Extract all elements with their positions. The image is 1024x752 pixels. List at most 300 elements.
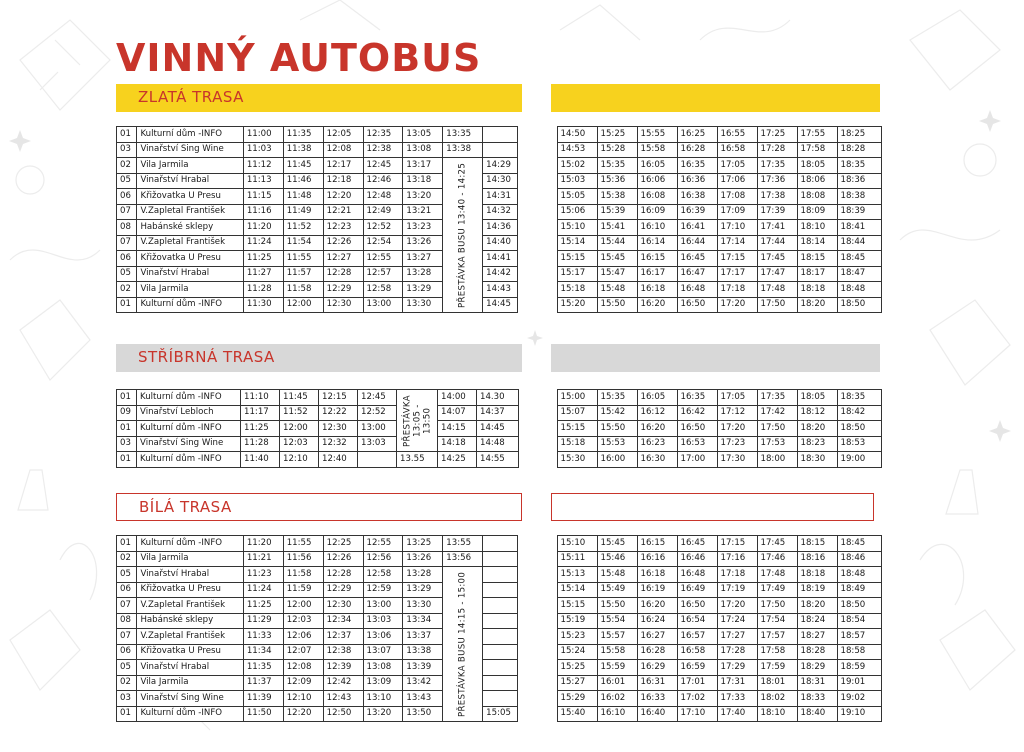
time-cell: 18:46 <box>837 551 881 567</box>
time-cell: 18:54 <box>837 613 881 629</box>
time-cell: 13:20 <box>363 706 403 722</box>
time-cell: 13.55 <box>397 452 438 468</box>
time-cell: 12:29 <box>323 282 363 298</box>
time-cell: 11:46 <box>283 173 323 189</box>
time-cell: 18:40 <box>797 706 837 722</box>
time-cell: 17:25 <box>757 127 797 143</box>
time-cell: 18:06 <box>797 173 837 189</box>
time-cell: 17:35 <box>757 390 797 406</box>
time-cell: 15:48 <box>597 282 637 298</box>
time-cell: 16:54 <box>677 613 717 629</box>
time-cell: 14:48 <box>477 436 519 452</box>
time-cell: 12:03 <box>283 613 323 629</box>
time-cell: 13:06 <box>363 629 403 645</box>
time-cell: 13:34 <box>403 613 443 629</box>
time-cell: 15:40 <box>557 706 597 722</box>
time-cell: 15:07 <box>557 405 597 421</box>
stop-number: 07 <box>117 235 137 251</box>
time-cell: 12:57 <box>363 266 403 282</box>
stop-name: Vinařství Lebloch <box>137 405 241 421</box>
time-cell: 18:08 <box>797 189 837 205</box>
time-cell: 15:49 <box>597 582 637 598</box>
time-cell: 12:49 <box>363 204 403 220</box>
stop-name: Kulturní dům -INFO <box>137 452 241 468</box>
stop-name: Křižovatka U Presu <box>137 251 243 267</box>
gold-route-table-right <box>549 126 882 313</box>
time-cell: 14:45 <box>483 297 518 313</box>
time-cell: 11:23 <box>243 567 283 583</box>
table-row <box>117 405 519 421</box>
time-cell: 15:18 <box>557 436 597 452</box>
table-row <box>549 536 881 552</box>
time-cell: 17:20 <box>717 297 757 313</box>
time-cell: 11:54 <box>283 235 323 251</box>
time-cell: 15:58 <box>597 644 637 660</box>
time-cell: 18:25 <box>837 127 881 143</box>
time-cell: 13:00 <box>358 421 397 437</box>
time-cell: 16:48 <box>677 282 717 298</box>
time-cell: 12:40 <box>319 452 358 468</box>
time-cell: 11:55 <box>283 536 323 552</box>
time-cell: 12:29 <box>323 582 363 598</box>
time-cell: 11:38 <box>283 142 323 158</box>
time-cell: 14:36 <box>483 220 518 236</box>
time-cell: 12:10 <box>283 691 323 707</box>
time-cell: 17:50 <box>757 297 797 313</box>
stop-name: Vila Jarmila <box>137 675 243 691</box>
time-cell: 13:03 <box>358 436 397 452</box>
time-cell: 18:42 <box>837 405 881 421</box>
time-cell: 11:24 <box>243 582 283 598</box>
time-cell: 18:12 <box>797 405 837 421</box>
time-cell: 16:14 <box>637 235 677 251</box>
time-cell: 18:28 <box>797 644 837 660</box>
table-row <box>117 421 519 437</box>
time-cell: 16:33 <box>637 691 677 707</box>
row-spacer <box>549 142 557 158</box>
time-cell: 11:29 <box>243 613 283 629</box>
time-cell: 17:10 <box>717 220 757 236</box>
white-route-band <box>116 493 522 521</box>
row-spacer <box>549 675 557 691</box>
time-cell: 12:50 <box>323 706 363 722</box>
time-cell: 16:48 <box>677 567 717 583</box>
table-row <box>117 390 519 406</box>
time-cell: 16:59 <box>677 660 717 676</box>
time-cell: 11:28 <box>243 282 283 298</box>
time-cell: 13:35 <box>443 127 483 143</box>
time-cell: 17:49 <box>757 582 797 598</box>
table-row <box>549 706 881 722</box>
time-cell: 18:30 <box>797 452 837 468</box>
table-row <box>549 405 881 421</box>
time-cell: 12:45 <box>363 158 403 174</box>
time-cell: 13:26 <box>403 551 443 567</box>
time-cell: 17:35 <box>757 158 797 174</box>
time-cell: 14:55 <box>477 452 519 468</box>
time-cell: 17:01 <box>677 675 717 691</box>
time-cell: 16:23 <box>637 436 677 452</box>
time-cell: 16:49 <box>677 582 717 598</box>
time-cell: 13:23 <box>403 220 443 236</box>
time-cell: 13:25 <box>403 536 443 552</box>
time-cell: 15:03 <box>557 173 597 189</box>
row-spacer <box>549 220 557 236</box>
time-cell: 12:30 <box>319 421 358 437</box>
stop-name: Kulturní dům -INFO <box>137 390 241 406</box>
time-cell: 17:15 <box>717 536 757 552</box>
time-cell: 11:50 <box>243 706 283 722</box>
table-row <box>117 127 518 143</box>
table-row <box>549 142 881 158</box>
time-cell: 16:25 <box>677 127 717 143</box>
row-spacer <box>549 235 557 251</box>
time-cell: 11:35 <box>243 660 283 676</box>
time-cell: 16:27 <box>637 629 677 645</box>
time-cell: 19:02 <box>837 691 881 707</box>
stop-number: 01 <box>117 452 137 468</box>
time-cell: 18:01 <box>757 675 797 691</box>
time-cell: 14:42 <box>483 266 518 282</box>
time-cell: 15:39 <box>597 204 637 220</box>
time-cell: 11:58 <box>283 567 323 583</box>
time-cell: 15:15 <box>557 421 597 437</box>
row-spacer <box>549 204 557 220</box>
time-cell: 14:07 <box>438 405 477 421</box>
time-cell: 14:43 <box>483 282 518 298</box>
page-title: VINNÝ AUTOBUS <box>116 36 482 80</box>
time-cell: 12:32 <box>319 436 358 452</box>
stop-name: Kulturní dům -INFO <box>137 297 243 313</box>
stop-name: V.Zapletal František <box>137 598 243 614</box>
time-cell: 15:53 <box>597 436 637 452</box>
time-cell: 13:28 <box>403 567 443 583</box>
time-cell: 16:05 <box>637 158 677 174</box>
row-spacer <box>549 282 557 298</box>
stop-name: Vinařství Hrabal <box>137 266 243 282</box>
stop-name: Habánské sklepy <box>137 613 243 629</box>
time-cell: 16:47 <box>677 266 717 282</box>
time-cell: 17:06 <box>717 173 757 189</box>
time-cell: 15:11 <box>557 551 597 567</box>
time-cell: 16:18 <box>637 567 677 583</box>
time-cell: 15:30 <box>557 452 597 468</box>
time-cell: 17:02 <box>677 691 717 707</box>
time-cell: 11:24 <box>243 235 283 251</box>
time-cell: 17:29 <box>717 660 757 676</box>
time-cell: 11:27 <box>243 266 283 282</box>
time-cell: 12:55 <box>363 251 403 267</box>
stop-number: 02 <box>117 282 137 298</box>
silver-route-table-left <box>116 389 519 468</box>
table-row <box>549 452 881 468</box>
time-cell: 13:30 <box>403 297 443 313</box>
time-cell <box>483 629 518 645</box>
bus-break-label: PŘESTÁVKA BUSU 13:40 - 14:25 <box>443 158 483 313</box>
row-spacer <box>549 189 557 205</box>
time-cell: 17:28 <box>717 644 757 660</box>
time-cell: 16:10 <box>637 220 677 236</box>
white-route-table-left <box>116 535 518 722</box>
time-cell: 15:14 <box>557 582 597 598</box>
time-cell: 11:40 <box>241 452 280 468</box>
time-cell: 11:55 <box>283 251 323 267</box>
time-cell: 12:45 <box>358 390 397 406</box>
time-cell: 17:28 <box>757 142 797 158</box>
time-cell: 15:02 <box>557 158 597 174</box>
time-cell: 12:59 <box>363 582 403 598</box>
time-cell: 18:27 <box>797 629 837 645</box>
time-cell: 11:00 <box>243 127 283 143</box>
time-cell: 11:52 <box>280 405 319 421</box>
table-row <box>549 266 881 282</box>
time-cell: 17:18 <box>717 567 757 583</box>
time-cell: 18:50 <box>837 297 881 313</box>
time-cell: 17:46 <box>757 551 797 567</box>
white-route-label: BÍLÁ TRASA <box>139 498 232 516</box>
time-cell: 16:40 <box>637 706 677 722</box>
time-cell: 18:50 <box>837 421 881 437</box>
stop-name: Vinařství Hrabal <box>137 660 243 676</box>
time-cell: 17:14 <box>717 235 757 251</box>
gold-route-label: ZLATÁ TRASA <box>138 88 244 106</box>
time-cell: 15:38 <box>597 189 637 205</box>
stop-number: 07 <box>117 204 137 220</box>
table-row <box>549 235 881 251</box>
time-cell: 11:56 <box>283 551 323 567</box>
time-cell: 12:10 <box>280 452 319 468</box>
time-cell <box>483 691 518 707</box>
time-cell <box>358 452 397 468</box>
table-row <box>117 158 518 174</box>
table-row <box>549 551 881 567</box>
time-cell: 16:50 <box>677 421 717 437</box>
time-cell <box>483 127 518 143</box>
time-cell: 17:58 <box>797 142 837 158</box>
time-cell: 18:44 <box>837 235 881 251</box>
time-cell: 17:44 <box>757 235 797 251</box>
time-cell: 11:58 <box>283 282 323 298</box>
row-spacer <box>549 127 557 143</box>
time-cell: 13:17 <box>403 158 443 174</box>
white-route-table-right <box>549 535 882 722</box>
time-cell: 13:09 <box>363 675 403 691</box>
time-cell: 14:50 <box>557 127 597 143</box>
time-cell: 15:15 <box>557 598 597 614</box>
time-cell: 17:12 <box>717 405 757 421</box>
stop-number: 07 <box>117 629 137 645</box>
time-cell: 17:47 <box>757 266 797 282</box>
time-cell: 18:24 <box>797 613 837 629</box>
time-cell: 17:16 <box>717 551 757 567</box>
time-cell: 18:58 <box>837 644 881 660</box>
time-cell: 18:28 <box>837 142 881 158</box>
time-cell: 18:14 <box>797 235 837 251</box>
table-row <box>549 598 881 614</box>
time-cell: 18:10 <box>757 706 797 722</box>
row-spacer <box>549 536 557 552</box>
stop-number: 01 <box>117 536 137 552</box>
stop-name: Vinařství Sing Wine <box>137 142 243 158</box>
time-cell: 14.30 <box>477 390 519 406</box>
time-cell: 13:56 <box>443 551 483 567</box>
time-cell: 16:28 <box>677 142 717 158</box>
time-cell: 13:08 <box>363 660 403 676</box>
time-cell: 18:41 <box>837 220 881 236</box>
time-cell: 12:23 <box>323 220 363 236</box>
time-cell: 13:26 <box>403 235 443 251</box>
time-cell: 11:57 <box>283 266 323 282</box>
table-row <box>549 390 881 406</box>
stop-number: 02 <box>117 551 137 567</box>
time-cell: 14:45 <box>477 421 519 437</box>
row-spacer <box>549 582 557 598</box>
time-cell: 17:57 <box>757 629 797 645</box>
time-cell <box>483 551 518 567</box>
time-cell: 18:10 <box>797 220 837 236</box>
table-row <box>549 220 881 236</box>
table-row <box>549 660 881 676</box>
time-cell: 18:19 <box>797 582 837 598</box>
time-cell <box>483 598 518 614</box>
table-row <box>549 421 881 437</box>
time-cell: 12:09 <box>283 675 323 691</box>
time-cell: 18:29 <box>797 660 837 676</box>
stop-number: 08 <box>117 613 137 629</box>
time-cell: 16:20 <box>637 297 677 313</box>
time-cell: 13:38 <box>403 644 443 660</box>
time-cell: 17:00 <box>677 452 717 468</box>
time-cell: 15:27 <box>557 675 597 691</box>
time-cell: 11:52 <box>283 220 323 236</box>
time-cell: 12:25 <box>323 536 363 552</box>
time-cell: 18:23 <box>797 436 837 452</box>
time-cell: 15:50 <box>597 421 637 437</box>
time-cell: 12:28 <box>323 567 363 583</box>
time-cell: 14:18 <box>438 436 477 452</box>
stop-name: V.Zapletal František <box>137 629 243 645</box>
stop-name: Vinařství Sing Wine <box>137 436 241 452</box>
time-cell: 17:41 <box>757 220 797 236</box>
time-cell: 18:33 <box>797 691 837 707</box>
time-cell: 14:25 <box>438 452 477 468</box>
time-cell <box>483 660 518 676</box>
time-cell: 15:25 <box>557 660 597 676</box>
time-cell: 18:35 <box>837 158 881 174</box>
table-row <box>549 675 881 691</box>
time-cell: 15:50 <box>597 297 637 313</box>
row-spacer <box>549 452 557 468</box>
time-cell: 15:19 <box>557 613 597 629</box>
time-cell: 12:03 <box>280 436 319 452</box>
stop-number: 05 <box>117 173 137 189</box>
time-cell: 15:44 <box>597 235 637 251</box>
time-cell: 15:17 <box>557 266 597 282</box>
time-cell: 18:36 <box>837 173 881 189</box>
time-cell: 11:45 <box>283 158 323 174</box>
row-spacer <box>549 660 557 676</box>
time-cell: 18:15 <box>797 251 837 267</box>
stop-name: Vinařství Hrabal <box>137 173 243 189</box>
time-cell: 15:45 <box>597 536 637 552</box>
time-cell: 12:15 <box>319 390 358 406</box>
table-row <box>117 536 518 552</box>
time-cell: 12:05 <box>323 127 363 143</box>
time-cell: 11:12 <box>243 158 283 174</box>
time-cell: 15:47 <box>597 266 637 282</box>
time-cell: 18:35 <box>837 390 881 406</box>
time-cell: 17:59 <box>757 660 797 676</box>
time-cell: 17:20 <box>717 421 757 437</box>
time-cell: 12:28 <box>323 266 363 282</box>
time-cell <box>483 644 518 660</box>
time-cell: 12:42 <box>323 675 363 691</box>
table-row <box>117 436 519 452</box>
row-spacer <box>549 405 557 421</box>
time-cell: 16:57 <box>677 629 717 645</box>
gold-route-table-left <box>116 126 518 313</box>
time-cell: 16:50 <box>677 598 717 614</box>
time-cell: 11:25 <box>243 598 283 614</box>
time-cell: 12:38 <box>363 142 403 158</box>
time-cell: 12:58 <box>363 282 403 298</box>
time-cell: 18:20 <box>797 598 837 614</box>
row-spacer <box>549 567 557 583</box>
time-cell: 15:59 <box>597 660 637 676</box>
time-cell: 13:29 <box>403 582 443 598</box>
time-cell: 11:35 <box>283 127 323 143</box>
time-cell: 11:25 <box>241 421 280 437</box>
time-cell: 16:01 <box>597 675 637 691</box>
time-cell: 12:54 <box>363 235 403 251</box>
time-cell: 15:24 <box>557 644 597 660</box>
white-route-band-right <box>551 493 874 521</box>
time-cell: 13:30 <box>403 598 443 614</box>
time-cell: 15:10 <box>557 220 597 236</box>
row-spacer <box>549 390 557 406</box>
time-cell: 12:48 <box>363 189 403 205</box>
time-cell: 11:45 <box>280 390 319 406</box>
time-cell: 15:54 <box>597 613 637 629</box>
time-cell: 15:13 <box>557 567 597 583</box>
time-cell: 15:55 <box>637 127 677 143</box>
time-cell: 12:35 <box>363 127 403 143</box>
time-cell: 16:36 <box>677 173 717 189</box>
time-cell: 17:05 <box>717 158 757 174</box>
time-cell: 16:42 <box>677 405 717 421</box>
time-cell: 16:39 <box>677 204 717 220</box>
time-cell: 18:02 <box>757 691 797 707</box>
time-cell: 12:18 <box>323 173 363 189</box>
time-cell: 11:13 <box>243 173 283 189</box>
time-cell: 11:20 <box>243 536 283 552</box>
time-cell: 11:03 <box>243 142 283 158</box>
time-cell: 17:31 <box>717 675 757 691</box>
time-cell: 16:12 <box>637 405 677 421</box>
time-cell: 18:18 <box>797 282 837 298</box>
row-spacer <box>549 158 557 174</box>
time-cell: 11:16 <box>243 204 283 220</box>
time-cell: 11:25 <box>243 251 283 267</box>
time-cell: 19:00 <box>837 452 881 468</box>
gold-route-band <box>116 84 522 112</box>
time-cell: 12:08 <box>283 660 323 676</box>
time-cell: 17:10 <box>677 706 717 722</box>
time-cell: 13:42 <box>403 675 443 691</box>
time-cell: 13:50 <box>403 706 443 722</box>
time-cell: 12:52 <box>363 220 403 236</box>
row-spacer <box>549 706 557 722</box>
